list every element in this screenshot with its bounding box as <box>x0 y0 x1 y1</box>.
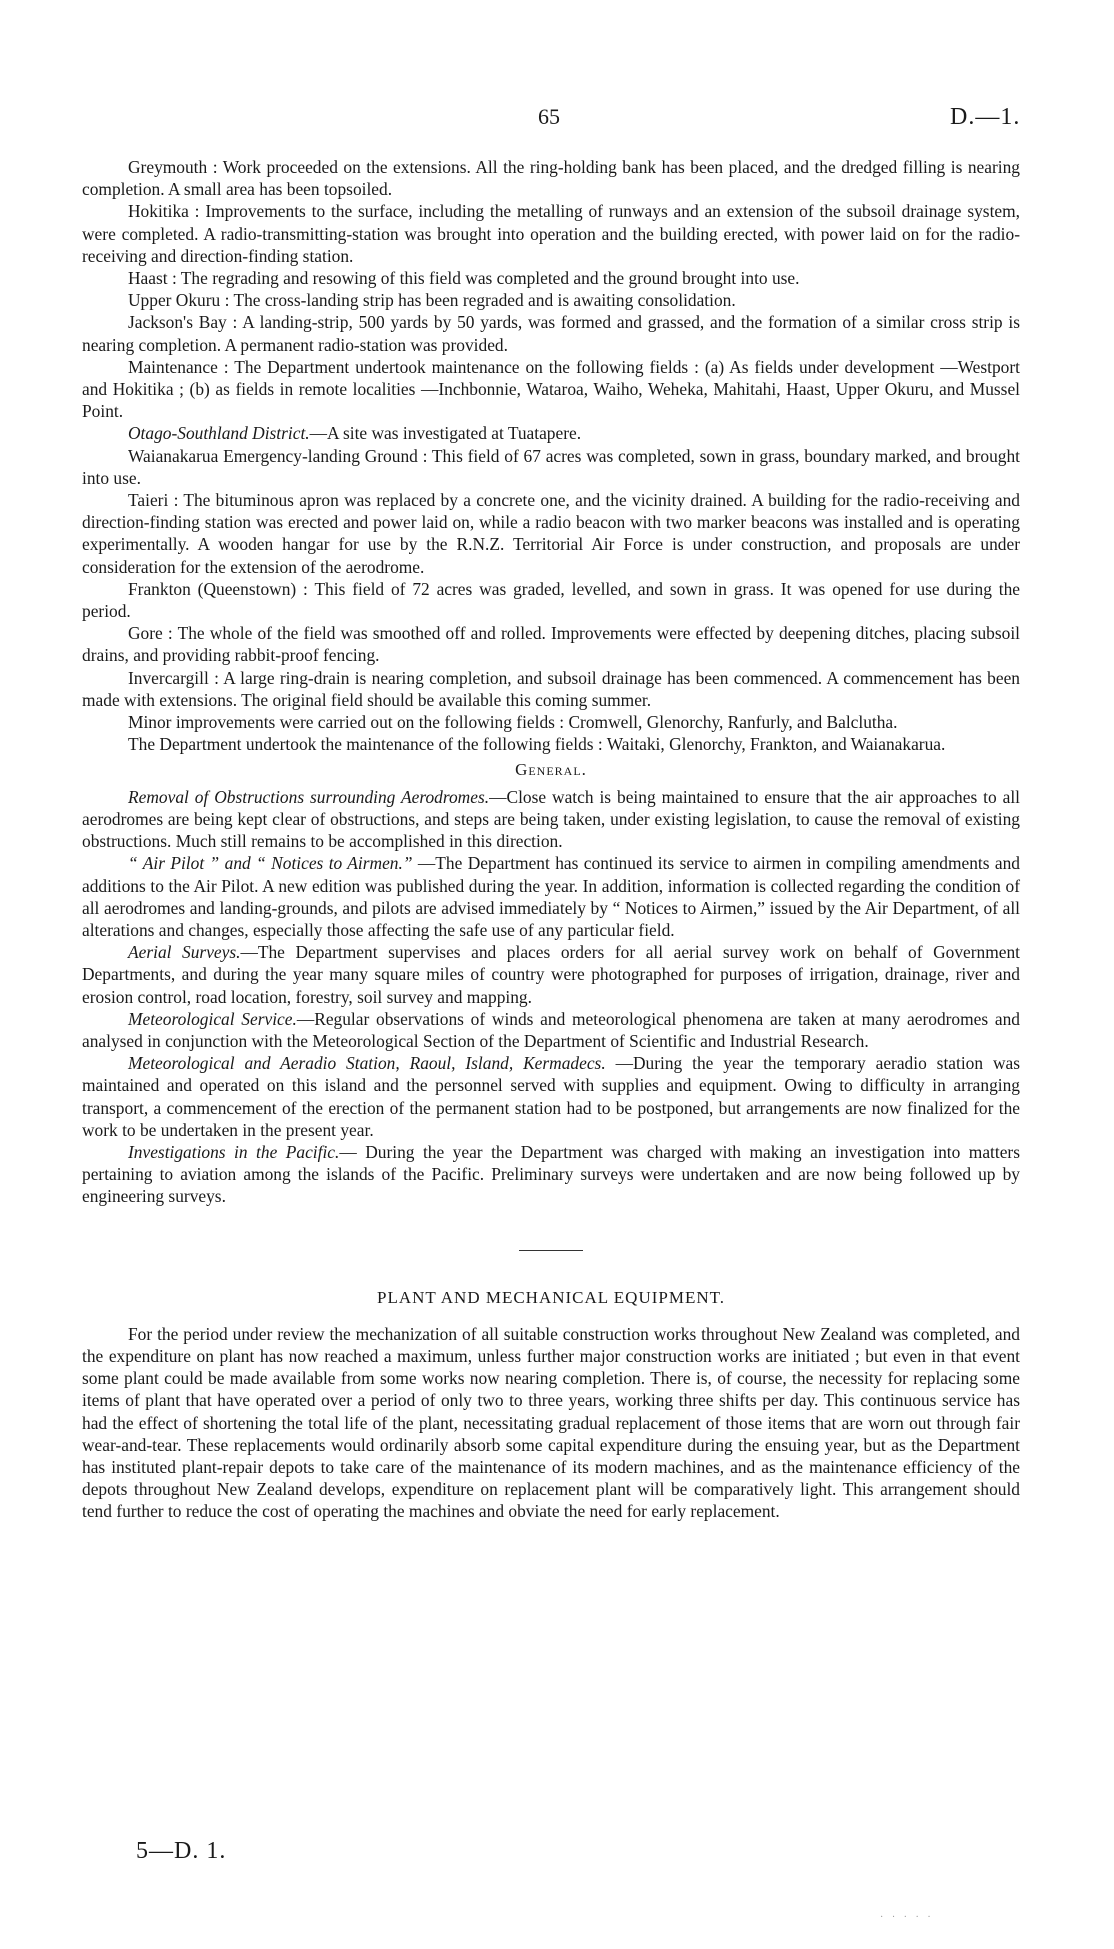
general-paragraphs <box>82 786 1020 1208</box>
paragraph-text: Hokitika : Improvements to the surface, including the metalling of runways and an extension of the subsoil drainage system, were completed. A radio-transmitting-station was brought into operation and the building erected, with power laid on for the radio-receiving and direction-finding station. <box>82 201 1020 266</box>
paragraph <box>82 622 1020 666</box>
paragraph-lead: Investigations in the Pacific. <box>128 1141 340 1162</box>
paragraph <box>82 200 1020 267</box>
paragraph <box>82 445 1020 489</box>
page-number: 65 <box>538 104 560 129</box>
paragraph <box>82 1008 1020 1052</box>
paragraph-text: Maintenance : The Department undertook maintenance on the following fields : (a) As fields under development —Westport and Hokitika ; (b) as fields in remote localities —Inchbonnie, Wataroa, Waiho, Weheka, Mahitahi, Haast, Upper Okuru, and Mussel Point. <box>82 356 1020 422</box>
paragraph-text: —The Department supervises and places orders for all aerial survey work on behalf of Government Departments, and during the year many square miles of country were photographed for purposes of irrigation, drainage, river and erosion control, road location, forestry, soil survey and mapping. <box>82 942 1021 1007</box>
paragraph-text: — During the year the Department was charged with making an investigation into matters pertaining to aviation among the islands of the Pacific. Preliminary surveys were undertaken and are now being followed up by engineering surveys. <box>82 1141 1020 1207</box>
general-heading: General. <box>515 760 587 780</box>
paragraph <box>82 311 1020 355</box>
paragraph <box>82 667 1020 711</box>
paragraph <box>82 852 1020 941</box>
paragraph <box>82 733 1020 755</box>
paragraph-lead: Meteorological and Aeradio Station, Raoul, Island, Kermadecs. <box>128 1053 606 1074</box>
paragraph <box>82 1141 1020 1208</box>
paragraph-text: The Department undertook the maintenance of the following fields : Waitaki, Glenorchy, Frankton, and Waianakarua. <box>128 734 946 755</box>
paragraph <box>82 156 1020 200</box>
paragraph-text: Taieri : The bituminous apron was replaced by a concrete one, and the vicinity drained. A building for the radio-receiving and direction-finding station was erected and power laid on, while a radio beacon with two marker beacons was installed and is operating experimentally. A wooden hangar for use by the R.N.Z. Territorial Air Force is under construction, and proposals are under consideration for the extension of the aerodrome. <box>82 490 1020 577</box>
paragraph-text: Gore : The whole of the field was smoothed off and rolled. Improvements were effected by deepening ditches, placing subsoil drains, and providing rabbit-proof fencing. <box>82 623 1020 666</box>
paragraph <box>82 267 1020 289</box>
paragraph-lead: Aerial Surveys. <box>128 942 241 963</box>
paragraph <box>82 489 1020 578</box>
paragraph <box>82 578 1020 622</box>
paragraph <box>82 289 1020 311</box>
paragraph-text: Haast : The regrading and resowing of this field was completed and the ground brought into use. <box>128 268 800 289</box>
paragraph <box>82 941 1020 1008</box>
paragraph-text: —A site was investigated at Tuatapere. <box>309 423 582 444</box>
paragraph-text: Invercargill : A large ring-drain is nearing completion, and subsoil drainage has been commenced. A commencement has been made with extensions. The original field should be available this coming summer. <box>82 667 1020 710</box>
paragraph-text: Jackson's Bay : A landing-strip, 500 yards by 50 yards, was formed and grassed, and the formation of a similar cross strip is nearing completion. A permanent radio-station was provided. <box>82 312 1020 355</box>
paragraph <box>82 422 1020 444</box>
paragraph-lead: Removal of Obstructions surrounding Aerodromes. <box>128 786 490 807</box>
paragraph-text: —Close watch is being maintained to ensure that the air approaches to all aerodromes are being kept clear of obstructions, and steps are being taken, under existing legislation, to cause the removal of existing obstructions. Much still remains to be accomplished in this direction. <box>82 786 1021 852</box>
section-divider <box>519 1250 583 1251</box>
paragraph-text: Greymouth : Work proceeded on the extensions. All the ring-holding bank has been placed, and the dredged filling is nearing completion. A small area has been topsoiled. <box>82 157 1020 200</box>
paragraph-text: —Regular observations of winds and meteorological phenomena are taken at many aerodromes and analysed in conjunction with the Meteorological Section of the Department of Scientific and Industrial Research. <box>82 1008 1020 1051</box>
paragraph-lead: “ Air Pilot ” and “ Notices to Airmen.” <box>128 853 413 874</box>
document-reference: D.—1. <box>950 104 1021 130</box>
paragraph-text: —During the year the temporary aeradio station was maintained and operated on this island and the personnel served with supplies and equipment. Owing to difficulty in arranging transport, a commencement of the erection of the permanent station had to be postponed, but arrangements are now finalized for the work to be undertaken in the present year. <box>82 1053 1020 1140</box>
paragraph-lead: Meteorological Service. <box>128 1008 297 1029</box>
plant-heading: PLANT AND MECHANICAL EQUIPMENT. <box>376 1287 725 1307</box>
paragraph-text: Upper Okuru : The cross-landing strip has been regraded and is awaiting consolidation. <box>128 290 736 311</box>
aerodrome-works-paragraphs <box>82 156 1020 755</box>
paragraph-text: —The Department has continued its service to airmen in compiling amendments and additions to the Air Pilot. A new edition was published during the year. In addition, information is collected regarding the condition of all aerodromes and landing-grounds, and pilots are advised immediately by “ Notices to Airmen,” issued by the Air Department, of all alterations and changes, especially those affecting the safe use of any particular field. <box>82 853 1021 940</box>
paragraph-lead: Otago-Southland District. <box>128 423 310 444</box>
paragraph <box>82 356 1020 423</box>
paragraph-text: Waianakarua Emergency-landing Ground : This field of 67 acres was completed, sown in grass, boundary marked, and brought into use. <box>82 445 1020 488</box>
signature-mark: 5—D. 1. <box>136 1838 227 1864</box>
paragraph <box>82 786 1020 853</box>
plant-paragraph: For the period under review the mechanization of all suitable construction works throughout New Zealand was completed, and the expenditure on plant has now reached a maximum, unless further major construction works are initiated ; but even in that event some plant could be made available from some works now nearing completion. There is, of course, the necessity for replacing some items of plant that have operated over a period of only two to three years, working three shifts per day. This continuous service has had the effect of shortening the total life of the plant, necessitating gradual replacement of those items that are worn out through fair wear-and-tear. These replacements would ordinarily absorb some capital expenditure during the ensuing year, but as the Department has instituted plant-repair depots to take care of the maintenance of its modern machines, and as the maintenance efficiency of the depots throughout New Zealand develops, expenditure on replacement plant will be comparatively light. This arrangement should tend further to reduce the cost of operating the machines and obviate the need for early replacement. <box>82 1323 1020 1522</box>
document-body <box>82 156 1020 1523</box>
paragraph-text: Minor improvements were carried out on the following fields : Cromwell, Glenorchy, Ranfurly, and Balclutha. <box>128 712 898 733</box>
paragraph-text: Frankton (Queenstown) : This field of 72 acres was graded, levelled, and sown in grass. It was opened for use during the period. <box>82 578 1020 622</box>
scan-artifact: · · · · · <box>880 1912 934 1923</box>
paragraph <box>82 1052 1020 1141</box>
paragraph <box>82 711 1020 733</box>
